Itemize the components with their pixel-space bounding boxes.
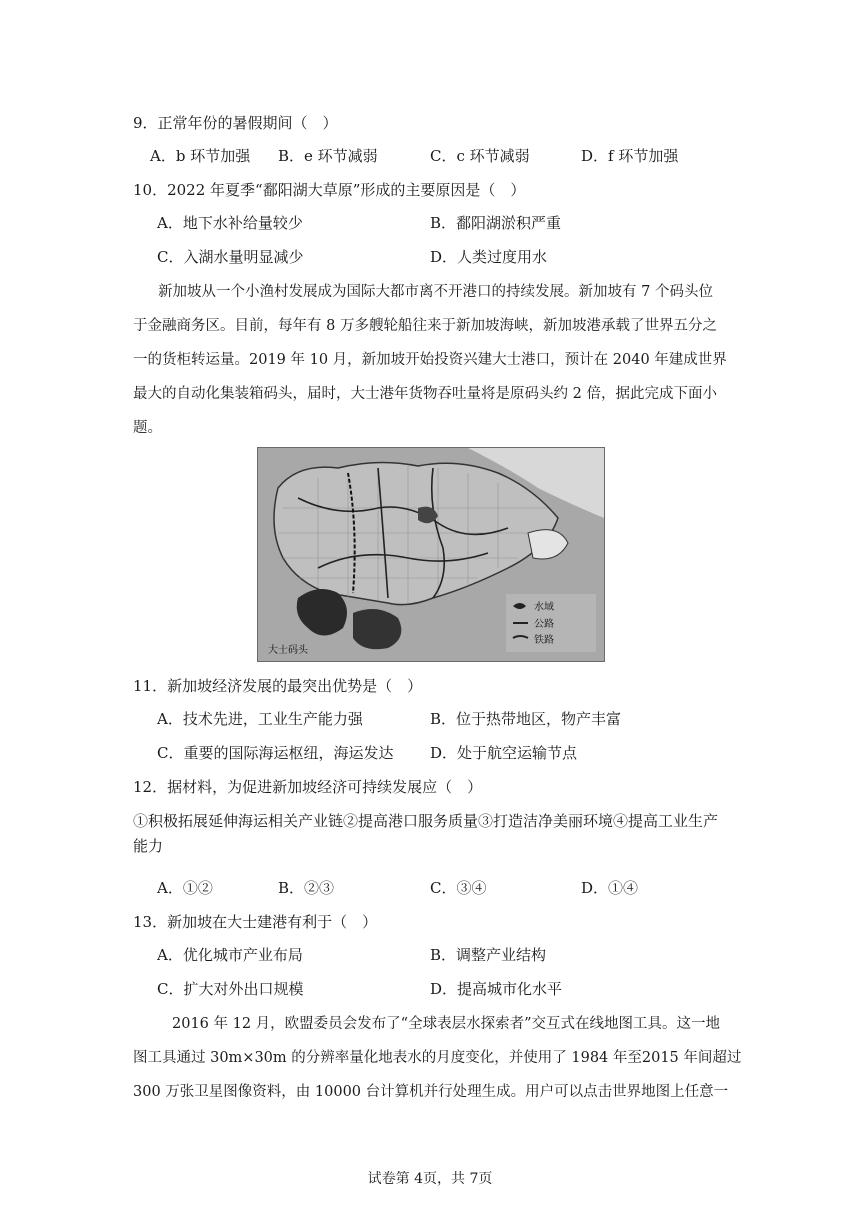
question-11-option-a: A．技术先进，工业生产能力强 — [157, 710, 363, 728]
singapore-map-image — [258, 448, 604, 661]
question-10-option-c: C．入湖水量明显减少 — [157, 248, 304, 266]
question-12-option-b: B．②③ — [278, 879, 335, 897]
question-12-option-a: A．①② — [157, 879, 213, 897]
passage-2-line-3: 300 万张卫星图像资料，由 10000 台计算机并行处理生成。用户可以点击世界地图上任意一 — [133, 1084, 729, 1100]
question-12-option-c: C．③④ — [430, 879, 487, 897]
question-13-stem: 13．新加坡在大士建港有利于（ ） — [133, 913, 378, 931]
question-9-stem: 9．正常年份的暑假期间（ ） — [133, 114, 338, 132]
passage-2-line-1: 2016 年 12 月，欧盟委员会发布了“全球表层水探索者”交互式在线地图工具。这一地 — [172, 1016, 721, 1032]
question-11-stem: 11．新加坡经济发展的最突出优势是（ ） — [133, 677, 423, 695]
map-legend — [506, 594, 596, 652]
question-9-option-b: B．e 环节减弱 — [278, 147, 378, 165]
question-11-option-c: C．重要的国际海运枢纽，海运发达 — [157, 744, 394, 762]
question-10-stem: 10．2022 年夏季“鄱阳湖大草原”形成的主要原因是（ ） — [133, 181, 526, 199]
question-9-option-d: D．f 环节加强 — [581, 147, 679, 165]
question-13-option-a: A．优化城市产业布局 — [157, 946, 303, 964]
question-11-option-d: D．处于航空运输节点 — [430, 744, 578, 762]
question-9-option-c: C．c 环节减弱 — [430, 147, 530, 165]
question-12-statements-line-1: ①积极拓展延伸海运相关产业链②提高港口服务质量③打造洁净美丽环境④提高工业生产 — [133, 812, 719, 830]
question-12-option-d: D．①④ — [581, 879, 639, 897]
passage-1-line-4: 最大的自动化集装箱码头，届时，大士港年货物吞吐量将是原码头约 2 倍，据此完成下面小 — [133, 386, 717, 402]
question-12-stem: 12．据材料，为促进新加坡经济可持续发展应（ ） — [133, 778, 483, 796]
question-9-option-a: A．b 环节加强 — [150, 147, 251, 165]
question-13-option-b: B．调整产业结构 — [430, 946, 547, 964]
question-11-option-b: B．位于热带地区，物产丰富 — [430, 710, 622, 728]
tuas-label: 大士码头 — [268, 645, 308, 656]
legend-water: 水域 — [534, 602, 554, 613]
question-10-option-b: B．鄱阳湖淤积严重 — [430, 214, 562, 232]
passage-1-line-1: 新加坡从一个小渔村发展成为国际大都市离不开港口的持续发展。新加坡有 7 个码头位 — [158, 284, 713, 300]
legend-railway: 铁路 — [534, 635, 554, 646]
question-12-statements-line-2: 能力 — [133, 837, 164, 855]
singapore-map-figure — [257, 447, 605, 662]
question-10-option-d: D．人类过度用水 — [430, 248, 548, 266]
passage-1-line-5: 题。 — [133, 420, 162, 436]
passage-2-line-2: 图工具通过 30m×30m 的分辨率量化地表水的月度变化，并使用了 1984 年至2015 年间超过 — [133, 1050, 742, 1066]
page-footer: 试卷第 4页，共 7页 — [367, 1171, 493, 1187]
passage-1-line-2: 于金融商务区。目前，每年有 8 万多艘轮船往来于新加坡海峡，新加坡港承载了世界五分之 — [133, 318, 717, 334]
question-13-option-c: C．扩大对外出口规模 — [157, 980, 304, 998]
question-13-option-d: D．提高城市化水平 — [430, 980, 563, 998]
passage-1-line-3: 一的货柜转运量。2019 年 10 月，新加坡开始投资兴建大士港口，预计在 2040 年建成世界 — [133, 352, 727, 368]
question-10-option-a: A．地下水补给量较少 — [157, 214, 303, 232]
legend-road: 公路 — [534, 619, 554, 630]
